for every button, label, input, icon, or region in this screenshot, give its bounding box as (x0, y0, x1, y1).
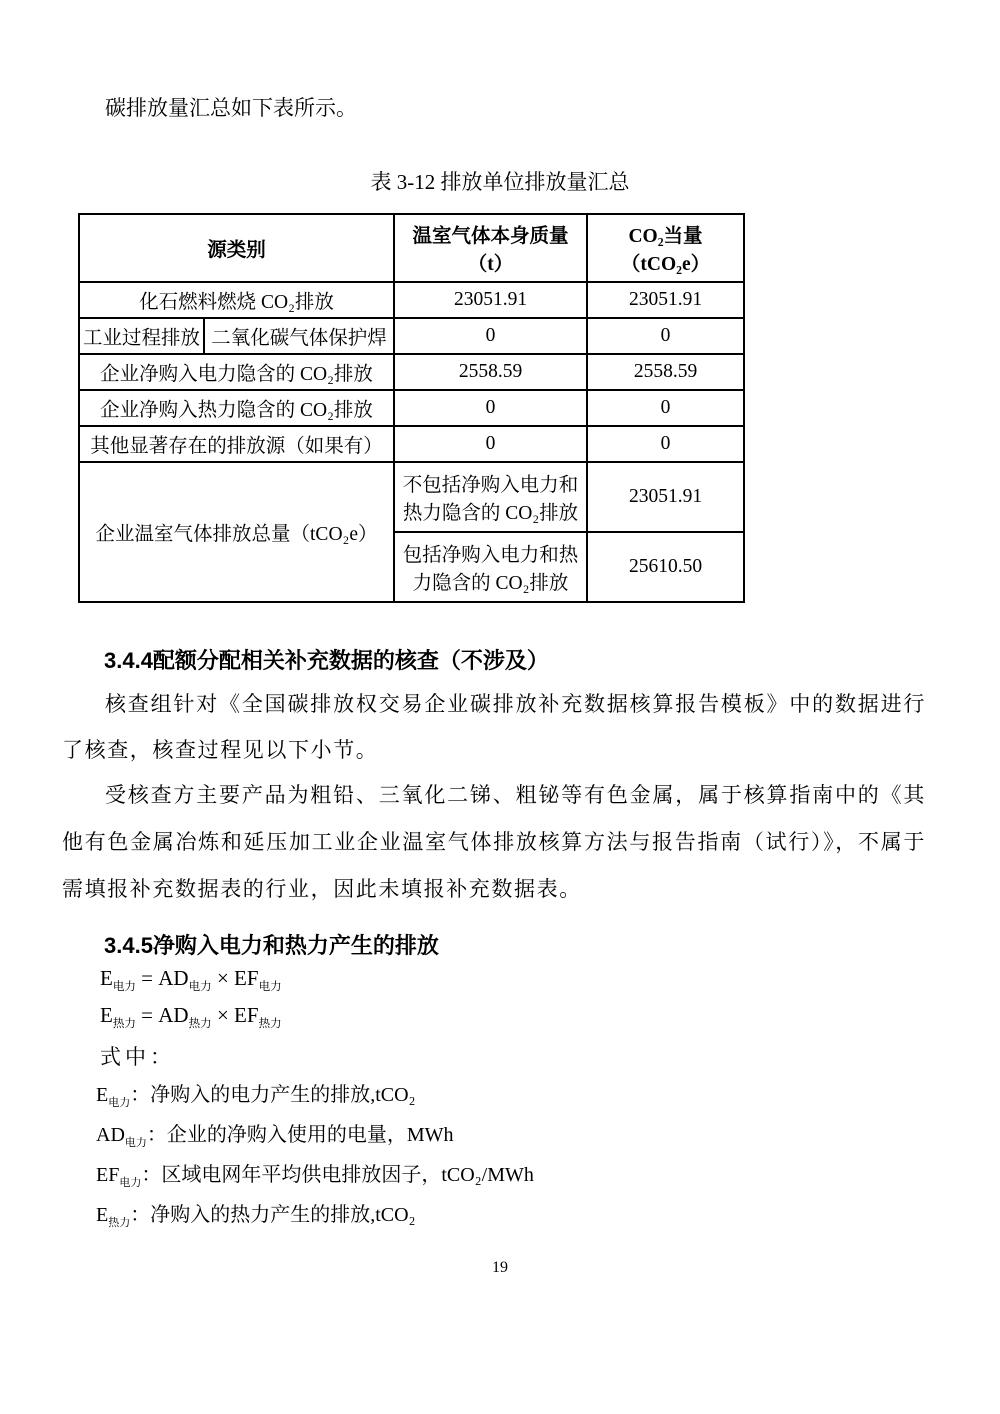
definition-e-electricity: $E_{电力}$：净购入的电力产生的排放,tCO₂ (96, 1084, 416, 1109)
header-ghg-mass-line1: 温室气体本身质量 (412, 226, 569, 247)
cell-heat-label: 企业净购入热力隐含的 CO₂排放 (79, 390, 394, 426)
cell-other-mass: 0 (394, 426, 587, 462)
cell-industrial-co2e: 0 (587, 318, 744, 354)
definitions-list (96, 1081, 534, 1241)
row-fossil-fuel (79, 282, 744, 318)
cell-fossil-label: 化石燃料燃烧 CO₂排放 (79, 282, 394, 318)
cell-electricity-mass: 2558.59 (394, 354, 587, 390)
row-purchased-electricity (79, 354, 744, 390)
cell-electricity-label: 企业净购入电力隐含的 CO₂排放 (79, 354, 394, 390)
intro-paragraph: 碳排放量汇总如下表所示。 (105, 96, 357, 120)
row-other-sources (79, 426, 744, 462)
table-caption: 表 3-12 排放单位排放量汇总 (370, 170, 630, 194)
cell-total-incl-label: 包括净购入电力和热力隐含的 CO₂排放 (394, 532, 587, 602)
formula-heat-emissions: $E_{热力} = AD_{热力} \times EF_{热力}$ (100, 1003, 282, 1031)
section-3-4-5-heading: 3.4.5净购入电力和热力产生的排放 (104, 933, 439, 958)
cell-heat-mass: 0 (394, 390, 587, 426)
header-source-category: 源类别 (79, 214, 394, 282)
table-header-row (79, 214, 744, 282)
page-number: 19 (492, 1259, 508, 1276)
cell-industrial-label-left: 工业过程排放 (79, 318, 204, 354)
where-label: 式中： (100, 1045, 175, 1069)
cell-other-label: 其他显著存在的排放源（如果有） (79, 426, 394, 462)
cell-total-incl-value: 25610.50 (587, 532, 744, 602)
definition-e-heat: $E_{热力}$：净购入的热力产生的排放,tCO₂ (96, 1204, 416, 1229)
header-co2-equivalent (587, 214, 744, 282)
cell-electricity-co2e: 2558.59 (587, 354, 744, 390)
cell-fossil-mass: 23051.91 (394, 282, 587, 318)
section-3-4-4-heading: 3.4.4配额分配相关补充数据的核查（不涉及） (104, 648, 549, 673)
row-total-excluding (79, 462, 744, 532)
cell-heat-co2e: 0 (587, 390, 744, 426)
cell-total-label: 企业温室气体排放总量（tCO₂e） (79, 462, 394, 602)
row-purchased-heat (79, 390, 744, 426)
cell-total-excl-label: 不包括净购入电力和热力隐含的 CO₂排放 (394, 462, 587, 532)
cell-industrial-label-right: 二氧化碳气体保护焊 (204, 318, 394, 354)
definition-ef-electricity: $EF_{电力}$：区域电网年平均供电排放因子，tCO₂/MWh (96, 1164, 534, 1189)
para-supplementary-data-check: 核查组针对《全国碳排放权交易企业碳排放补充数据核算报告模板》中的数据进行了核查，核查过程见以下小节。 (62, 692, 926, 762)
header-co2-equivalent-line2: （tCO₂e） (620, 254, 711, 275)
definition-ad-electricity: $AD_{电力}$：企业的净购入使用的电量，MWh (96, 1124, 454, 1149)
emissions-summary-table (78, 213, 745, 603)
cell-fossil-co2e: 23051.91 (587, 282, 744, 318)
header-ghg-mass-line2: （t） (467, 254, 514, 275)
cell-other-co2e: 0 (587, 426, 744, 462)
para-products-description: 受核查方主要产品为粗铅、三氧化二锑、粗铋等有色金属，属于核算指南中的《其他有色金属冶炼和延压加工业企业温室气体排放核算方法与报告指南（试行）》，不属于需填报补充数据表的行业，因此未填报补充数据表。 (62, 783, 926, 901)
cell-industrial-mass: 0 (394, 318, 587, 354)
emissions-summary-table-wrap (78, 213, 745, 603)
header-co2-equivalent-line1: CO₂当量 (628, 226, 703, 247)
header-ghg-mass (394, 214, 587, 282)
cell-total-excl-value: 23051.91 (587, 462, 744, 532)
row-industrial-process (79, 318, 744, 354)
formula-electricity-emissions: $E_{电力} = AD_{电力} \times EF_{电力}$ (100, 966, 282, 994)
